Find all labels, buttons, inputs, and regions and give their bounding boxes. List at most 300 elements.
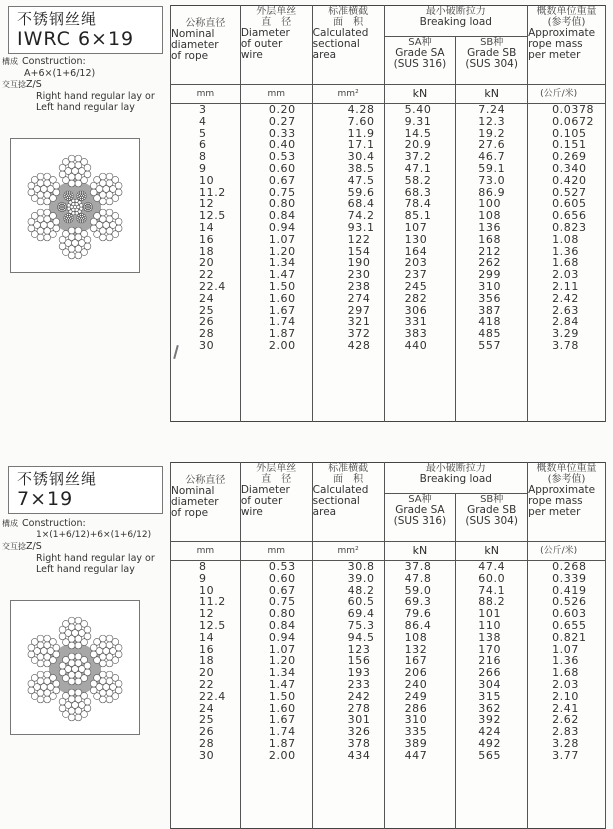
table-cell: 28: [199, 736, 215, 750]
table-cell: 26: [199, 725, 215, 739]
table-cell: 18: [199, 244, 215, 258]
wire: [99, 209, 106, 216]
table-cell: 1.20: [268, 244, 296, 258]
wire: [59, 633, 66, 640]
table-cell: 0.84: [268, 209, 296, 223]
table-cell: 492: [478, 736, 502, 750]
col-grade-sb: [456, 104, 528, 422]
table-cell: 123: [347, 642, 371, 656]
table-cell: 1.67: [268, 713, 296, 727]
table-cell: 60.5: [347, 595, 375, 609]
wire: [67, 207, 70, 210]
header-nominal-cn: 公称直径: [185, 18, 226, 29]
table-cell: 11.2: [199, 185, 226, 199]
header-mass: [528, 6, 606, 85]
unit-nominal: mm: [171, 85, 241, 104]
table-cell: 26: [199, 315, 215, 329]
table-cell: 47.5: [347, 173, 375, 187]
table-cell: 1.47: [268, 677, 296, 691]
table-cell: 48.2: [347, 583, 375, 597]
table-cell: 18: [199, 654, 215, 668]
table-cell: 1.07: [268, 642, 296, 656]
table-cell: 315: [478, 689, 502, 703]
table-cell: 299: [478, 268, 502, 282]
wire: [53, 182, 60, 189]
table-cell: 39.0: [347, 571, 375, 585]
table-cell: 1.74: [268, 725, 296, 739]
table-cell: 12: [199, 607, 215, 621]
table-cell: 6: [199, 138, 207, 152]
header-nominal-en-1: Nominal: [171, 28, 215, 40]
table-cell: 0.60: [268, 161, 296, 175]
table-cell: 68.4: [347, 197, 375, 211]
table-cell: 0.821: [552, 630, 587, 644]
header-area: [312, 6, 384, 85]
table-cell: 8: [199, 560, 207, 573]
wire: [71, 216, 73, 218]
header-outer-en-1: Diameter: [240, 27, 290, 39]
header-mass-cn-1: 概数单位重量: [536, 463, 597, 474]
table-cell: 0.527: [552, 185, 587, 199]
table-cell: 136: [478, 220, 502, 234]
table-cell: 3.77: [552, 748, 579, 762]
table-cell: 0.94: [268, 220, 296, 234]
title-en: IWRC 6×19: [17, 28, 135, 50]
wire: [68, 617, 75, 624]
header-area: [312, 463, 384, 542]
table-cell: 0.80: [268, 607, 296, 621]
unit-nominal: mm: [171, 542, 241, 561]
table-cell: 230: [347, 268, 371, 282]
header-outer-en-2: of outer: [240, 495, 283, 507]
wire: [59, 705, 66, 712]
header-grade-sb: [456, 37, 528, 85]
wire: [90, 687, 97, 694]
header-sa-cn: SA种: [408, 37, 432, 48]
table-cell: 282: [404, 291, 428, 305]
col-grade-sa: [384, 104, 456, 422]
table-cell: 86.9: [478, 185, 506, 199]
unit-area: mm²: [312, 542, 384, 561]
table-cell: 100: [478, 197, 502, 211]
table-cell: 3.78: [552, 338, 579, 352]
lay-desc-2: Left hand regular lay: [36, 564, 135, 575]
table-cell: 1.50: [268, 279, 296, 293]
table-cell: 93.1: [347, 220, 375, 234]
wire: [90, 651, 97, 658]
table-cell: 59.0: [404, 583, 432, 597]
table-cell: 110: [478, 618, 502, 632]
table-cell: 392: [478, 713, 502, 727]
table-cell: 321: [347, 315, 371, 329]
title-en: 7×19: [17, 488, 74, 510]
header-grade-sa: [384, 37, 456, 85]
table-cell: 1.87: [268, 736, 296, 750]
wire: [68, 155, 75, 162]
table-cell: 1.87: [268, 327, 296, 341]
construction-value: A+6×(1+6/12): [24, 67, 96, 79]
table-cell: 378: [347, 736, 371, 750]
table-cell: 238: [347, 279, 371, 293]
wire: [68, 689, 75, 696]
unit-outer: mm: [240, 85, 312, 104]
header-outer-cn-1: 外层单丝: [256, 6, 297, 17]
wire: [99, 173, 106, 180]
header-area-en-3: area: [312, 49, 337, 61]
table-cell: 0.53: [268, 560, 296, 573]
table-cell: 12.5: [199, 209, 226, 223]
table-cell: 0.340: [552, 161, 587, 175]
table-cell: 383: [404, 327, 428, 341]
table-cell: 132: [404, 642, 428, 656]
header-area-cn-2: 面 积: [333, 474, 364, 485]
table-cell: 108: [478, 209, 502, 223]
table-cell: 25: [199, 713, 215, 727]
header-mass-cn-2: (参考值): [547, 17, 586, 28]
unit-mass: (公斤/米): [528, 542, 606, 561]
table-cell: 14.5: [404, 126, 432, 140]
table-cell: 1.36: [552, 244, 579, 258]
table-cell: 418: [478, 315, 502, 329]
table-cell: 2.00: [268, 748, 296, 762]
col-mass: [528, 104, 606, 422]
header-sa-en-1: Grade SA: [395, 504, 445, 516]
col-nominal: [171, 104, 241, 422]
table-cell: 30.4: [347, 150, 375, 164]
header-mass-en-1: Approximate: [528, 27, 596, 39]
title-cn: 不锈钢丝绳: [17, 470, 98, 488]
table-cell: 1.60: [268, 291, 296, 305]
table-cell: 30: [199, 338, 215, 352]
table-cell: 69.3: [404, 595, 432, 609]
col-area: [312, 561, 384, 829]
header-breaking-en: Breaking load: [419, 473, 492, 485]
table-cell: 2.11: [552, 279, 579, 293]
header-breaking-load: [384, 463, 528, 494]
table-cell: 59.1: [478, 161, 506, 175]
col-nominal: [171, 561, 241, 829]
table-cell: 10: [199, 583, 215, 597]
wire: [44, 696, 51, 703]
wire: [28, 189, 35, 196]
wire: [106, 198, 113, 205]
header-outer-wire: [240, 6, 312, 85]
wire: [106, 234, 113, 241]
table-cell: 88.2: [478, 595, 506, 609]
header-outer-cn-2: 直 径: [261, 17, 292, 28]
header-outer-cn-1: 外层单丝: [256, 463, 297, 474]
table-cell: 108: [404, 630, 428, 644]
wire: [99, 635, 106, 642]
table-cell: 9: [199, 571, 207, 585]
rope-cross-section-iwrc-6x19-icon: [10, 138, 140, 273]
table-cell: 22.4: [199, 689, 226, 703]
table-cell: 0.151: [552, 138, 587, 152]
table-cell: 0.67: [268, 173, 296, 187]
table-cell: 297: [347, 303, 371, 317]
header-area-en-2: sectional: [312, 38, 360, 50]
table-cell: 301: [347, 713, 371, 727]
table-cell: 216: [478, 654, 502, 668]
header-mass-en-2: rope mass: [528, 38, 583, 50]
table-cell: 0.20: [268, 103, 296, 116]
wire: [84, 164, 91, 171]
wire: [106, 696, 113, 703]
col-outer-wire: [240, 104, 312, 422]
wire: [59, 243, 66, 250]
table-cell: 249: [404, 689, 428, 703]
table-cell: 0.40: [268, 138, 296, 152]
header-sb-en-2: (SUS 304): [465, 515, 518, 527]
table-cell: 237: [404, 268, 428, 282]
col-outer-wire: [240, 561, 312, 829]
table-cell: 101: [478, 607, 502, 621]
table-cell: 1.47: [268, 268, 296, 282]
header-breaking-en: Breaking load: [419, 16, 492, 28]
table-cell: 38.5: [347, 161, 375, 175]
table-cell: 0.33: [268, 126, 296, 140]
wire: [115, 182, 122, 189]
lay-label: 交互捻: [2, 80, 26, 89]
header-grade-sa: [384, 494, 456, 542]
table-cell: 69.4: [347, 607, 375, 621]
wire: [37, 209, 44, 216]
table-cell: 206: [404, 666, 428, 680]
header-area-en-2: sectional: [312, 495, 360, 507]
lay-value: Z/S: [26, 541, 42, 552]
table-cell: 190: [347, 256, 371, 270]
header-mass: [528, 463, 606, 542]
table-cell: 14: [199, 630, 215, 644]
table-cell: 262: [478, 256, 502, 270]
table-cell: 78.4: [404, 197, 432, 211]
rope-diagram-7x19: [11, 601, 139, 734]
table-cell: 130: [404, 232, 428, 246]
table-cell: 170: [478, 642, 502, 656]
wire: [44, 198, 51, 205]
table-cell: 4: [199, 114, 207, 128]
table-cell: 16: [199, 232, 215, 246]
header-area-en-3: area: [312, 506, 337, 518]
wire: [37, 671, 44, 678]
header-sb-en-1: Grade SB: [467, 47, 517, 59]
data-table-7x19: [170, 462, 606, 829]
wire: [99, 671, 106, 678]
header-sa-en-2: (SUS 316): [393, 515, 447, 527]
header-area-en-1: Calculated: [312, 484, 369, 496]
table-cell: 0.0672: [552, 114, 595, 128]
header-sb-cn: SB种: [480, 37, 504, 48]
construction-spec: [2, 518, 167, 576]
wire: [53, 644, 60, 651]
header-nominal-en-3: of rope: [171, 50, 209, 62]
table-cell: 25: [199, 303, 215, 317]
col-mass: [528, 561, 606, 829]
table-cell: 1.74: [268, 315, 296, 329]
table-cell: 12.5: [199, 618, 226, 632]
table-cell: 1.68: [552, 256, 579, 270]
header-sb-en-1: Grade SB: [467, 504, 517, 516]
table-cell: 389: [404, 736, 428, 750]
header-sb-en-2: (SUS 304): [465, 58, 518, 70]
table-cell: 424: [478, 725, 502, 739]
wire: [106, 660, 113, 667]
header-mass-en-2: rope mass: [528, 495, 583, 507]
table-cell: 20: [199, 666, 215, 680]
header-nominal-en-3: of rope: [171, 507, 209, 519]
wire: [37, 173, 44, 180]
header-sa-cn: SA种: [408, 494, 432, 505]
table-cell: 306: [404, 303, 428, 317]
wire: [53, 680, 60, 687]
table-cell: 74.2: [347, 209, 375, 223]
table-cell: 22.4: [199, 279, 226, 293]
wire: [84, 698, 91, 705]
wire: [84, 216, 86, 218]
table-cell: 233: [347, 677, 371, 691]
table-cell: 0.75: [268, 595, 296, 609]
table-cell: 0.823: [552, 220, 587, 234]
wire: [28, 651, 35, 658]
table-cell: 20.9: [404, 138, 432, 152]
table-cell: 434: [347, 748, 371, 762]
lay-desc-2: Left hand regular lay: [36, 102, 135, 113]
table-cell: 73.0: [478, 173, 506, 187]
table-cell: 12.3: [478, 114, 506, 128]
table-cell: 79.6: [404, 607, 432, 621]
title-box-iwrc-6x19: [8, 6, 163, 54]
table-cell: 156: [347, 654, 371, 668]
table-cell: 278: [347, 701, 371, 715]
table-cell: 2.62: [552, 713, 579, 727]
header-sa-en-2: (SUS 316): [393, 58, 447, 70]
table-cell: 2.41: [552, 701, 579, 715]
table-cell: 3.28: [552, 736, 579, 750]
table-cell: 107: [404, 220, 428, 234]
table-cell: 37.2: [404, 150, 432, 164]
table-cell: 164: [404, 244, 428, 258]
wire: [72, 199, 75, 202]
table-cell: 24: [199, 291, 215, 305]
table-cell: 5: [199, 126, 207, 140]
table-cell: 356: [478, 291, 502, 305]
table-cell: 2.83: [552, 725, 579, 739]
table-cell: 286: [404, 701, 428, 715]
table-cell: 24: [199, 701, 215, 715]
lay-label: 交互捻: [2, 542, 26, 551]
table-cell: 27.6: [478, 138, 506, 152]
lay-value: Z/S: [26, 79, 42, 90]
table-cell: 168: [478, 232, 502, 246]
wire: [37, 635, 44, 642]
table-cell: 0.94: [268, 630, 296, 644]
table-cell: 30.8: [347, 560, 375, 573]
unit-kn-sb: kN: [456, 85, 528, 104]
table-cell: 2.00: [268, 338, 296, 352]
table-cell: 14: [199, 220, 215, 234]
wire: [75, 180, 82, 187]
header-mass-en-1: Approximate: [528, 484, 596, 496]
table-cell: 440: [404, 338, 428, 352]
table-body: [171, 104, 606, 422]
table-cell: 203: [404, 256, 428, 270]
table-cell: 1.07: [552, 642, 579, 656]
construction-label: 構成: [2, 57, 18, 66]
table-cell: 0.75: [268, 185, 296, 199]
table-cell: 2.10: [552, 689, 579, 703]
table-cell: 0.605: [552, 197, 587, 211]
header-nominal-en-2: diameter: [171, 39, 219, 51]
wire: [115, 644, 122, 651]
data-table-iwrc-6x19: [170, 5, 606, 422]
header-outer-en-3: wire: [240, 506, 263, 518]
unit-kn-sb: kN: [456, 542, 528, 561]
table-cell: 0.67: [268, 583, 296, 597]
header-breaking-cn: 最小破断拉力: [425, 463, 486, 474]
table-cell: 557: [478, 338, 502, 352]
table-cell: 326: [347, 725, 371, 739]
table-cell: 0.656: [552, 209, 587, 223]
table-cell: 304: [478, 677, 502, 691]
table-cell: 9: [199, 161, 207, 175]
table-cell: 1.67: [268, 303, 296, 317]
wire: [75, 212, 78, 215]
table-cell: 4.28: [347, 103, 375, 116]
table-cell: 212: [478, 244, 502, 258]
table-cell: 154: [347, 244, 371, 258]
col-grade-sa: [384, 561, 456, 829]
table-cell: 0.655: [552, 618, 587, 632]
header-mass-en-3: per meter: [528, 49, 581, 61]
header-area-cn-1: 标准横截: [328, 6, 369, 17]
table-cell: 565: [478, 748, 502, 762]
table-cell: 75.3: [347, 618, 375, 632]
col-grade-sb: [456, 561, 528, 829]
wire: [68, 653, 75, 660]
table-cell: 240: [404, 677, 428, 691]
header-outer-en-2: of outer: [240, 38, 283, 50]
construction-en: Construction:: [22, 56, 86, 67]
table-cell: 68.3: [404, 185, 432, 199]
wire: [53, 218, 60, 225]
wire: [115, 680, 122, 687]
header-mass-cn-2: (参考值): [547, 474, 586, 485]
wire: [65, 205, 67, 207]
table-cell: 1.20: [268, 654, 296, 668]
table-cell: 0.339: [552, 571, 587, 585]
table-cell: 19.2: [478, 126, 506, 140]
wire: [80, 204, 83, 207]
title-box-7x19: [8, 466, 163, 514]
table-cell: 310: [478, 279, 502, 293]
table-cell: 1.68: [552, 666, 579, 680]
table-cell: 7.24: [478, 103, 506, 116]
title-cn: 不锈钢丝绳: [17, 10, 98, 28]
wire: [75, 714, 82, 721]
unit-kn-sa: kN: [384, 542, 456, 561]
table-cell: 0.419: [552, 583, 587, 597]
wire: [91, 205, 93, 207]
lay-desc-1: Right hand regular lay or: [36, 90, 155, 102]
wire: [59, 171, 66, 178]
table-cell: 245: [404, 279, 428, 293]
table-cell: 2.63: [552, 303, 579, 317]
unit-mass: (公斤/米): [528, 85, 606, 104]
header-outer-wire: [240, 463, 312, 542]
table-cell: 37.8: [404, 560, 432, 573]
wire: [75, 642, 82, 649]
table-cell: 16: [199, 642, 215, 656]
